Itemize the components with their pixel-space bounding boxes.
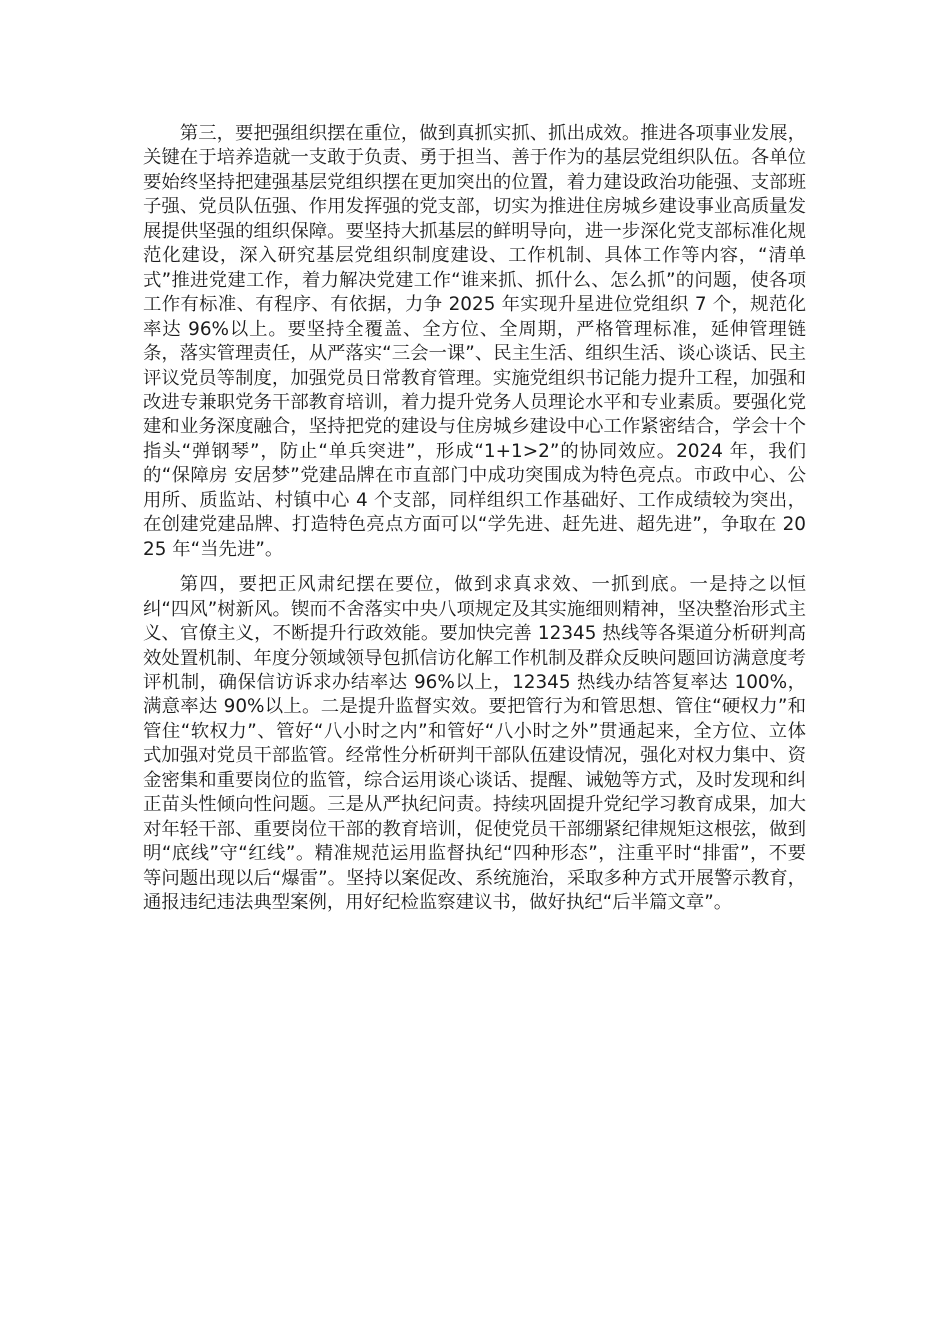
paragraph-third-point: 第三，要把强组织摆在重位，做到真抓实抓、抓出成效。推进各项事业发展，关键在于培养造就一支敢于负责、勇于担当、善于作为的基层党组织队伍。各单位要始终坚持把建强基层党组织摆在更加突出的位置，着力建设政治功能强、支部班子强、党员队伍强、作用发挥强的党支部，切实为推进住房城乡建设事业高质量发展提供坚强的组织保障。要坚持大抓基层的鲜明导向，进一步深化党支部标准化规范化建设，深入研究基层党组织制度建设、工作机制、具体工作等内容，“清单式”推进党建工作，着力解决党建工作“谁来抓、抓什么、怎么抓”的问题，使各项工作有标准、有程序、有依据，力争 2025 年实现升星进位党组织 7 个，规范化率达 96%以上。要坚持全覆盖、全方位、全周期，严格管理标准，延伸管理链条，落实管理责任，从严落实“三会一课”、民主生活、组织生活、谈心谈话、民主评议党员等制度，加强党员日常教育管理。实施党组织书记能力提升工程，加强和改进专兼职党务干部教育培训，着力提升党务人员理论水平和专业素质。要强化党建和业务深度融合，坚持把党的建设与住房城乡建设中心工作紧密结合，学会十个指头“弹钢琴”，防止“单兵突进”，形成“1+1>2”的协同效应。2024 年，我们的“保障房 安居梦”党建品牌在市直部门中成功突围成为特色亮点。市政中心、公用所、质监站、村镇中心 4 个支部，同样组织工作基础好、工作成绩较为突出，在创建党建品牌、打造特色亮点方面可以“学先进、赶先进、超先进”，争取在 2025 年“当先进”。 [143,123,806,560]
document-body [143,122,806,916]
paragraph-fourth-point: 第四，要把正风肃纪摆在要位，做到求真求效、一抓到底。一是持之以恒纠“四风”树新风。锲而不舍落实中央八项规定及其实施细则精神，坚决整治形式主义、官僚主义，不断提升行政效能。要加快完善 12345 热线等各渠道分析研判高效处置机制、年度分领域领导包抓信访化解工作机制及群众反映问题回访满意度考评机制，确保信访诉求办结率达 96%以上，12345 热线办结答复率达 100%，满意率达 90%以上。二是提升监督实效。要把管行为和管思想、管住“硬权力”和管住“软权力”、管好“八小时之内”和管好“八小时之外”贯通起来，全方位、立体式加强对党员干部监管。经常性分析研判干部队伍建设情况，强化对权力集中、资金密集和重要岗位的监管，综合运用谈心谈话、提醒、诫勉等方式，及时发现和纠正苗头性倾向性问题。三是从严执纪问责。持续巩固提升党纪学习教育成果，加大对年轻干部、重要岗位干部的教育培训，促使党员干部绷紧纪律规矩这根弦，做到明“底线”守“红线”。精准规范运用监督执纪“四种形态”，注重平时“排雷”，不要等问题出现以后“爆雷”。坚持以案促改、系统施治，采取多种方式开展警示教育，通报违纪违法典型案例，用好纪检监察建议书，做好执纪“后半篇文章”。 [143,574,806,914]
